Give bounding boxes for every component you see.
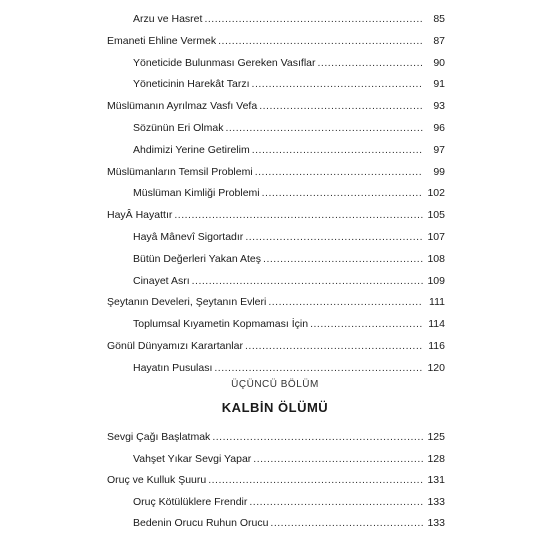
toc-entry-title: Müslümanın Ayrılmaz Vasfı Vefa [107, 100, 258, 113]
toc-leader-dots [218, 31, 423, 51]
toc-leader-dots [212, 427, 423, 447]
toc-entry-title: Sözünün Eri Olmak [133, 122, 224, 134]
toc-entry-title: Yöneticinin Harekât Tarzı [133, 78, 250, 91]
toc-entry-page: 131 [427, 474, 445, 487]
toc-entry-page: 133 [427, 517, 445, 530]
toc-entry-page: 120 [427, 361, 445, 374]
toc-entry-page: 109 [427, 274, 445, 287]
toc-entry [107, 336, 445, 356]
toc-entry-title: Cinayet Asrı [133, 274, 190, 287]
toc-entry-title: Bedenin Orucu Ruhun Orucu [133, 517, 269, 530]
toc-entry-page: 107 [427, 231, 445, 243]
toc-entry-title: Oruç ve Kulluk Şuuru [107, 474, 207, 487]
toc-entry [133, 492, 445, 512]
toc-leader-dots [249, 492, 423, 512]
toc-entry [133, 358, 445, 378]
toc-leader-dots [259, 96, 423, 116]
toc-leader-dots [255, 162, 423, 182]
toc-entry-page: 125 [427, 431, 445, 443]
toc-entry-page: 93 [433, 100, 445, 113]
toc-entry [133, 53, 445, 73]
toc-leader-dots [262, 183, 423, 203]
toc-entry-title: Emaneti Ehline Vermek [107, 34, 217, 47]
section-kicker: ÜÇÜNCÜ BÖLÜM [231, 379, 319, 390]
toc-leader-dots [252, 74, 423, 94]
toc-entry-title: Hayâ Mânevî Sigortadır [133, 231, 244, 243]
toc-entry [133, 140, 445, 160]
toc-entry-title: Sevgi Çağı Başlatmak [107, 431, 211, 443]
toc-entry-title: Şeytanın Develeri, Şeytanın Evleri [107, 296, 267, 309]
toc-entry-title: Gönül Dünyamızı Karartanlar [107, 340, 243, 352]
toc-leader-dots [270, 513, 423, 533]
toc-entry-title: Hayatın Pusulası [133, 361, 213, 374]
toc-entry-title: Toplumsal Kıyametin Kopmaması İçin [133, 318, 309, 331]
toc-leader-dots [174, 205, 423, 225]
toc-entry [107, 292, 445, 312]
toc-entry [107, 427, 445, 447]
toc-entry-page: 91 [433, 78, 445, 91]
toc-leader-dots [245, 336, 423, 356]
toc-leader-dots [225, 118, 423, 138]
toc-entry [133, 118, 445, 138]
toc-entry-title: Müslüman Kimliği Problemi [133, 187, 260, 200]
toc-entry-page: 85 [433, 13, 445, 25]
toc-leader-dots [263, 249, 423, 269]
toc-entry-title: Müslümanların Temsil Problemi [107, 165, 253, 178]
toc-entry-page: 114 [428, 318, 445, 331]
toc-entry [133, 314, 445, 334]
toc-leader-dots [253, 449, 423, 469]
toc-entry-title: Yöneticide Bulunması Gereken Vasıflar [133, 56, 316, 69]
toc-leader-dots [268, 292, 423, 312]
toc-entry-title: Oruç Kötülüklere Frendir [133, 495, 248, 508]
toc-entry-page: 111 [429, 296, 445, 309]
toc-entry-title: Bütün Değerleri Yakan Ateş [133, 252, 262, 265]
toc-entry-page: 105 [427, 209, 445, 222]
toc-entry [133, 74, 445, 94]
toc-entry-title: Vahşet Yıkar Sevgi Yapar [133, 452, 252, 465]
toc-entry [133, 183, 445, 203]
toc-entry [133, 249, 445, 269]
toc-entry [133, 9, 445, 29]
toc-entry-title: Arzu ve Hasret [133, 13, 203, 25]
toc-entry [107, 162, 445, 182]
toc-leader-dots [192, 271, 423, 291]
toc-entry-page: 99 [433, 165, 445, 178]
toc-entry [133, 513, 445, 533]
toc-entry [107, 96, 445, 116]
toc-entry-page: 133 [427, 495, 445, 508]
toc-entry-page: 96 [433, 122, 445, 134]
toc-leader-dots [208, 470, 423, 490]
toc-leader-dots [204, 9, 423, 29]
toc-entry-page: 87 [433, 34, 445, 47]
section-title: KALBİN ÖLÜMÜ [221, 400, 329, 415]
toc-leader-dots [317, 53, 423, 73]
toc-entry-page: 128 [427, 452, 445, 465]
toc-entry [107, 470, 445, 490]
toc-entry [107, 205, 445, 225]
toc-leader-dots [245, 227, 423, 247]
toc-leader-dots [214, 358, 423, 378]
toc-entry-page: 90 [433, 56, 445, 69]
toc-entry-title: HayÂ Hayattır [107, 209, 173, 222]
toc-entry [107, 31, 445, 51]
toc-entry-page: 102 [427, 187, 445, 200]
toc-entry-page: 116 [428, 340, 445, 352]
toc-entry-page: 97 [433, 143, 445, 156]
toc-entry-page: 108 [427, 252, 445, 265]
toc-entry-title: Ahdimizi Yerine Getirelim [133, 143, 250, 156]
toc-entry [133, 227, 445, 247]
toc-leader-dots [310, 314, 423, 334]
toc-leader-dots [252, 140, 423, 160]
toc-entry [133, 271, 445, 291]
toc-entry [133, 449, 445, 469]
